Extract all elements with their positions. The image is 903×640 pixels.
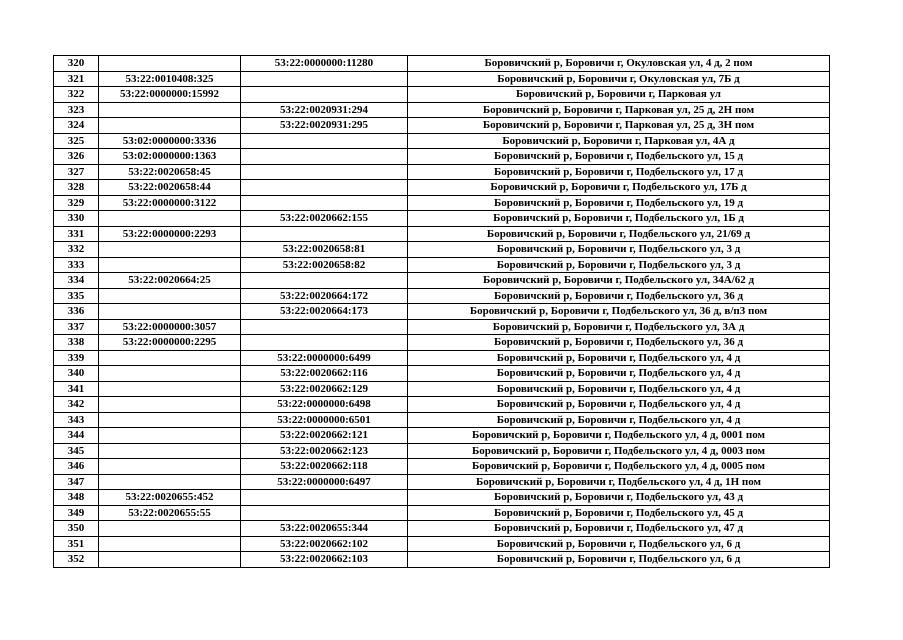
cadastral-building-cell: 53:22:0020664:173 xyxy=(241,304,408,320)
cadastral-building-cell: 53:22:0020662:102 xyxy=(241,536,408,552)
address-cell: Боровичский р, Боровичи г, Подбельского ул, 36 д xyxy=(408,335,830,351)
address-cell: Боровичский р, Боровичи г, Подбельского ул, 15 д xyxy=(408,149,830,165)
table-row xyxy=(54,474,830,490)
address-cell: Боровичский р, Боровичи г, Парковая ул xyxy=(408,87,830,103)
row-number-cell: 340 xyxy=(54,366,99,382)
cadastral-land-cell xyxy=(99,102,241,118)
cadastral-land-cell xyxy=(99,552,241,568)
cadastral-land-cell: 53:22:0000000:2295 xyxy=(99,335,241,351)
table-row xyxy=(54,56,830,72)
table-row xyxy=(54,226,830,242)
row-number-cell: 324 xyxy=(54,118,99,134)
cadastral-building-cell: 53:22:0000000:6497 xyxy=(241,474,408,490)
table-row xyxy=(54,397,830,413)
cadastral-land-cell xyxy=(99,459,241,475)
row-number-cell: 347 xyxy=(54,474,99,490)
address-cell: Боровичский р, Боровичи г, Подбельского ул, 3 д xyxy=(408,242,830,258)
address-cell: Боровичский р, Боровичи г, Подбельского ул, 21/69 д xyxy=(408,226,830,242)
row-number-cell: 338 xyxy=(54,335,99,351)
cadastral-land-cell: 53:22:0020655:55 xyxy=(99,505,241,521)
address-cell: Боровичский р, Боровичи г, Подбельского ул, 36 д xyxy=(408,288,830,304)
cadastral-land-cell xyxy=(99,242,241,258)
address-cell: Боровичский р, Боровичи г, Подбельского ул, 6 д xyxy=(408,552,830,568)
address-cell: Боровичский р, Боровичи г, Парковая ул, 4А д xyxy=(408,133,830,149)
cadastral-land-cell: 53:22:0020658:45 xyxy=(99,164,241,180)
cadastral-land-cell xyxy=(99,397,241,413)
cadastral-building-cell: 53:22:0020662:123 xyxy=(241,443,408,459)
cadastral-building-cell xyxy=(241,226,408,242)
table-row xyxy=(54,180,830,196)
row-number-cell: 352 xyxy=(54,552,99,568)
table-row xyxy=(54,536,830,552)
row-number-cell: 325 xyxy=(54,133,99,149)
address-cell: Боровичский р, Боровичи г, Подбельского ул, 36 д, в/п3 пом xyxy=(408,304,830,320)
cadastral-building-cell: 53:22:0020658:82 xyxy=(241,257,408,273)
cadastral-land-cell xyxy=(99,536,241,552)
cadastral-building-cell xyxy=(241,195,408,211)
table-row xyxy=(54,257,830,273)
cadastral-land-cell xyxy=(99,257,241,273)
table-row xyxy=(54,505,830,521)
cadastral-building-cell xyxy=(241,490,408,506)
table-row xyxy=(54,164,830,180)
table-row xyxy=(54,304,830,320)
address-cell: Боровичский р, Боровичи г, Окуловская ул, 7Б д xyxy=(408,71,830,87)
cadastral-building-cell xyxy=(241,335,408,351)
cadastral-land-cell xyxy=(99,56,241,72)
row-number-cell: 334 xyxy=(54,273,99,289)
row-number-cell: 328 xyxy=(54,180,99,196)
table-row xyxy=(54,443,830,459)
cadastral-building-cell xyxy=(241,87,408,103)
row-number-cell: 335 xyxy=(54,288,99,304)
cadastral-land-cell: 53:22:0020658:44 xyxy=(99,180,241,196)
cadastral-building-cell: 53:22:0000000:6498 xyxy=(241,397,408,413)
address-cell: Боровичский р, Боровичи г, Подбельского ул, 4 д xyxy=(408,366,830,382)
cadastral-land-cell: 53:22:0010408:325 xyxy=(99,71,241,87)
cadastral-land-cell xyxy=(99,443,241,459)
table-row xyxy=(54,335,830,351)
cadastral-land-cell xyxy=(99,428,241,444)
row-number-cell: 321 xyxy=(54,71,99,87)
address-cell: Боровичский р, Боровичи г, Подбельского ул, 4 д, 1Н пом xyxy=(408,474,830,490)
address-cell: Боровичский р, Боровичи г, Подбельского ул, 4 д, 0001 пом xyxy=(408,428,830,444)
cadastral-building-cell: 53:22:0020658:81 xyxy=(241,242,408,258)
address-cell: Боровичский р, Боровичи г, Подбельского ул, 4 д xyxy=(408,412,830,428)
address-cell: Боровичский р, Боровичи г, Подбельского ул, 4 д xyxy=(408,350,830,366)
row-number-cell: 337 xyxy=(54,319,99,335)
address-cell: Боровичский р, Боровичи г, Подбельского ул, 4 д xyxy=(408,397,830,413)
row-number-cell: 344 xyxy=(54,428,99,444)
address-cell: Боровичский р, Боровичи г, Окуловская ул, 4 д, 2 пом xyxy=(408,56,830,72)
row-number-cell: 320 xyxy=(54,56,99,72)
row-number-cell: 350 xyxy=(54,521,99,537)
address-cell: Боровичский р, Боровичи г, Подбельского ул, 4 д xyxy=(408,381,830,397)
table-row xyxy=(54,490,830,506)
row-number-cell: 330 xyxy=(54,211,99,227)
table-row xyxy=(54,71,830,87)
table-row xyxy=(54,381,830,397)
cadastral-land-cell xyxy=(99,304,241,320)
address-cell: Боровичский р, Боровичи г, Подбельского ул, 47 д xyxy=(408,521,830,537)
table-row xyxy=(54,459,830,475)
row-number-cell: 351 xyxy=(54,536,99,552)
cadastral-building-cell xyxy=(241,133,408,149)
row-number-cell: 322 xyxy=(54,87,99,103)
cadastral-land-cell: 53:22:0020664:25 xyxy=(99,273,241,289)
table-row xyxy=(54,319,830,335)
row-number-cell: 323 xyxy=(54,102,99,118)
table-row xyxy=(54,242,830,258)
address-cell: Боровичский р, Боровичи г, Парковая ул, 25 д, 2Н пом xyxy=(408,102,830,118)
table-row xyxy=(54,366,830,382)
address-cell: Боровичский р, Боровичи г, Подбельского ул, 45 д xyxy=(408,505,830,521)
cadastral-building-cell: 53:22:0000000:6499 xyxy=(241,350,408,366)
row-number-cell: 326 xyxy=(54,149,99,165)
cadastral-building-cell xyxy=(241,164,408,180)
cadastral-land-cell xyxy=(99,350,241,366)
table-row xyxy=(54,288,830,304)
cadastral-land-cell: 53:02:0000000:3336 xyxy=(99,133,241,149)
registry-table xyxy=(53,55,830,568)
row-number-cell: 342 xyxy=(54,397,99,413)
address-cell: Боровичский р, Боровичи г, Парковая ул, 25 д, 3Н пом xyxy=(408,118,830,134)
cadastral-land-cell xyxy=(99,288,241,304)
table-row xyxy=(54,552,830,568)
cadastral-building-cell: 53:22:0020662:118 xyxy=(241,459,408,475)
cadastral-building-cell: 53:22:0020662:116 xyxy=(241,366,408,382)
address-cell: Боровичский р, Боровичи г, Подбельского ул, 1Б д xyxy=(408,211,830,227)
table-row xyxy=(54,521,830,537)
cadastral-land-cell xyxy=(99,381,241,397)
table-row xyxy=(54,195,830,211)
cadastral-land-cell xyxy=(99,118,241,134)
table-row xyxy=(54,102,830,118)
row-number-cell: 336 xyxy=(54,304,99,320)
cadastral-building-cell: 53:22:0020662:129 xyxy=(241,381,408,397)
table-row xyxy=(54,273,830,289)
cadastral-building-cell xyxy=(241,71,408,87)
cadastral-building-cell: 53:22:0020931:294 xyxy=(241,102,408,118)
table-row xyxy=(54,412,830,428)
cadastral-land-cell: 53:22:0000000:3122 xyxy=(99,195,241,211)
address-cell: Боровичский р, Боровичи г, Подбельского ул, 6 д xyxy=(408,536,830,552)
row-number-cell: 327 xyxy=(54,164,99,180)
address-cell: Боровичский р, Боровичи г, Подбельского ул, 4 д, 0005 пом xyxy=(408,459,830,475)
cadastral-land-cell: 53:02:0000000:1363 xyxy=(99,149,241,165)
cadastral-land-cell xyxy=(99,366,241,382)
table-row xyxy=(54,133,830,149)
row-number-cell: 345 xyxy=(54,443,99,459)
address-cell: Боровичский р, Боровичи г, Подбельского ул, 34А/62 д xyxy=(408,273,830,289)
address-cell: Боровичский р, Боровичи г, Подбельского ул, 3 д xyxy=(408,257,830,273)
cadastral-building-cell: 53:22:0020931:295 xyxy=(241,118,408,134)
cadastral-building-cell: 53:22:0020662:121 xyxy=(241,428,408,444)
cadastral-building-cell: 53:22:0000000:6501 xyxy=(241,412,408,428)
address-cell: Боровичский р, Боровичи г, Подбельского ул, 43 д xyxy=(408,490,830,506)
row-number-cell: 349 xyxy=(54,505,99,521)
cadastral-land-cell: 53:22:0020655:452 xyxy=(99,490,241,506)
cadastral-land-cell xyxy=(99,474,241,490)
cadastral-building-cell xyxy=(241,273,408,289)
cadastral-land-cell: 53:22:0000000:2293 xyxy=(99,226,241,242)
table-row xyxy=(54,211,830,227)
table-row xyxy=(54,350,830,366)
cadastral-building-cell: 53:22:0020662:103 xyxy=(241,552,408,568)
cadastral-land-cell: 53:22:0000000:3057 xyxy=(99,319,241,335)
address-cell: Боровичский р, Боровичи г, Подбельского ул, 19 д xyxy=(408,195,830,211)
table-row xyxy=(54,118,830,134)
cadastral-building-cell: 53:22:0020662:155 xyxy=(241,211,408,227)
cadastral-land-cell xyxy=(99,521,241,537)
row-number-cell: 341 xyxy=(54,381,99,397)
table-row xyxy=(54,149,830,165)
address-cell: Боровичский р, Боровичи г, Подбельского ул, 3А д xyxy=(408,319,830,335)
address-cell: Боровичский р, Боровичи г, Подбельского ул, 17 д xyxy=(408,164,830,180)
row-number-cell: 331 xyxy=(54,226,99,242)
cadastral-building-cell: 53:22:0020664:172 xyxy=(241,288,408,304)
row-number-cell: 332 xyxy=(54,242,99,258)
row-number-cell: 343 xyxy=(54,412,99,428)
cadastral-building-cell xyxy=(241,180,408,196)
table-row xyxy=(54,87,830,103)
table-row xyxy=(54,428,830,444)
address-cell: Боровичский р, Боровичи г, Подбельского ул, 4 д, 0003 пом xyxy=(408,443,830,459)
cadastral-land-cell: 53:22:0000000:15992 xyxy=(99,87,241,103)
row-number-cell: 333 xyxy=(54,257,99,273)
row-number-cell: 339 xyxy=(54,350,99,366)
cadastral-building-cell xyxy=(241,505,408,521)
cadastral-land-cell xyxy=(99,412,241,428)
cadastral-building-cell xyxy=(241,319,408,335)
row-number-cell: 346 xyxy=(54,459,99,475)
cadastral-building-cell xyxy=(241,149,408,165)
address-cell: Боровичский р, Боровичи г, Подбельского ул, 17Б д xyxy=(408,180,830,196)
cadastral-building-cell: 53:22:0020655:344 xyxy=(241,521,408,537)
cadastral-building-cell: 53:22:0000000:11280 xyxy=(241,56,408,72)
registry-table-body xyxy=(54,56,830,568)
row-number-cell: 348 xyxy=(54,490,99,506)
row-number-cell: 329 xyxy=(54,195,99,211)
cadastral-land-cell xyxy=(99,211,241,227)
